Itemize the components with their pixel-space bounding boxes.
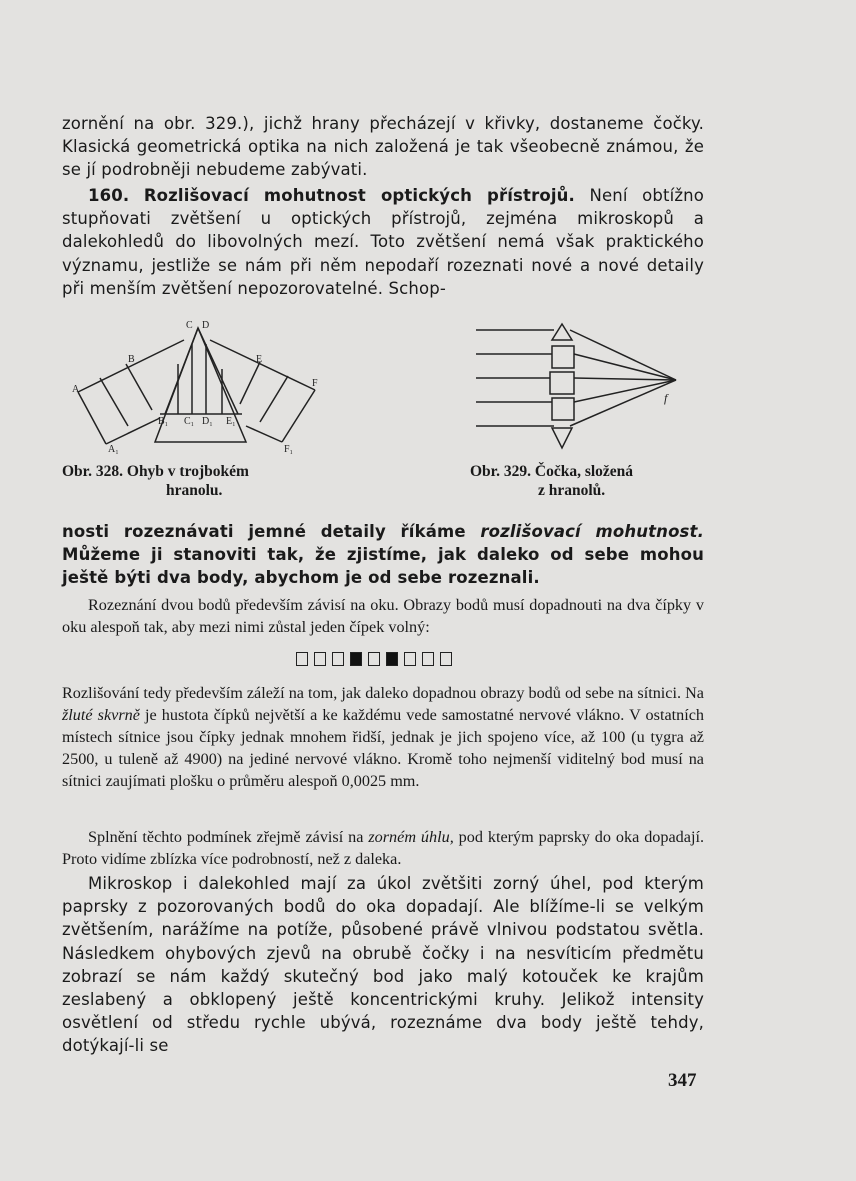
figure-329-caption xyxy=(470,462,633,500)
caption-line: hranolu. xyxy=(166,482,223,499)
wavefront-left xyxy=(78,392,106,444)
prism-inner-line xyxy=(198,328,238,414)
label-f: F xyxy=(312,378,318,389)
cone-free xyxy=(368,652,380,666)
cones-diagram xyxy=(296,652,452,666)
prism-bottom xyxy=(552,428,572,448)
refracted-ray xyxy=(570,330,676,380)
label-c1: C₁ xyxy=(184,416,195,427)
caption-line: z hranolů. xyxy=(538,482,606,499)
last-paragraph: Mikroskop i dalekohled mají za úkol zvětšiti zorný úhel, pod kterým paprsky z pozorovaných bodů do oka dopadají. Ale blížíme-li se velkým zvětšením, narážíme na potíže, působené právě vlnivou podstatou světla. Následkem ohybových zjevů na obrubě čočky i na nesvíticím předmětu zobrazí se nám každý skutečný bod jako malý kotouček ke krajům zeslabený a obklopený ještě koncentrickými kruhy. Jelikož intensity osvětlení od středu rychle ubývá, rozeznáme dva body ještě tehdy, dotýkají-li se xyxy=(62,874,704,1056)
paragraph-text: nosti rozeznávati jemné detaily říkáme xyxy=(62,522,466,541)
wavefront-right xyxy=(282,390,315,442)
cone-free xyxy=(404,652,416,666)
label-c: C xyxy=(186,320,193,331)
paragraph-text: Splnění těchto podmínek zřejmě závisí na xyxy=(88,828,364,846)
page-number: 347 xyxy=(668,1070,697,1091)
cone-free xyxy=(422,652,434,666)
top-paragraph: zornění na obr. 329.), jichž hrany přecházejí v křivky, dostaneme čočky. Klasická geometrická optika na nich založená je tak všeobecně známou, že se jí podrobněji nebudeme zabývati. xyxy=(62,114,704,180)
prism-top xyxy=(552,324,572,340)
figure-329 xyxy=(470,306,720,456)
label-a1: A₁ xyxy=(108,444,119,455)
label-d: D xyxy=(202,320,210,331)
refracted-ray xyxy=(574,354,676,380)
resolving-power-paragraph xyxy=(62,520,704,590)
refracted-ray xyxy=(574,380,676,402)
section-title: Rozlišovací mohutnost optických přístrojů. xyxy=(143,186,575,205)
figure-328-caption xyxy=(62,462,249,500)
small-paragraph-retina xyxy=(62,682,704,792)
term-resolving-power: rozlišovací mohutnost. xyxy=(480,522,704,541)
label-e1: E₁ xyxy=(226,416,236,427)
wavefront-left xyxy=(106,418,160,444)
section-text: Není obtížno stupňovati zvětšení u optických přístrojů, zejména mikroskopů a dalekohledů do libovolných mezí. Toto zvětšení nemá však praktického významu, jestliže se nám při něm nepodaří rozeznati nové a nové detaily při menším zvětšení nepozorovatelné. Schop- xyxy=(62,186,704,298)
label-b1: B₁ xyxy=(158,416,169,427)
small-paragraph-angle xyxy=(62,826,704,870)
term-yellow-spot: žluté skvrně xyxy=(62,706,140,724)
section-160 xyxy=(62,184,704,300)
wavefront-right xyxy=(260,376,288,422)
paragraph-text: Rozlišování tedy především záleží na tom, jak daleko dopadnou obrazy bodů od sebe na sítnici. Na xyxy=(62,684,704,702)
prism-block xyxy=(552,398,574,420)
cone-free xyxy=(314,652,326,666)
label-f1: F₁ xyxy=(284,444,294,455)
paragraph-text: Můžeme ji stanoviti tak, že zjistíme, jak daleko od sebe mohou ještě býti dva body, abychom je od sebe rozeznali. xyxy=(62,545,704,588)
section-number: 160. xyxy=(88,186,130,205)
wavefront-right xyxy=(246,426,282,442)
cone-stimulated xyxy=(350,652,362,666)
wavefront-left xyxy=(78,340,184,392)
cone-free xyxy=(440,652,452,666)
label-a: A xyxy=(72,384,80,395)
refracted-ray xyxy=(570,380,676,426)
paragraph-text: je hustota čípků největší a ke každému vede samostatné nervové vlákno. V ostatních místech sítnice jsou čípky jednak mnohem řidší, jednak je jich spojeno více, až 100 (u tygra až 2500, u tuleně až 4900) na jediné nervové vlákno. Kromě toho nejmenší viditelný bod musí na sítnici zaujímati plošku o průměru alespoň 0,0025 mm. xyxy=(62,706,705,790)
wavefront-left xyxy=(100,378,128,426)
label-e: E xyxy=(256,354,263,365)
prism-block xyxy=(550,372,574,394)
label-d1: D₁ xyxy=(202,416,213,427)
label-b: B xyxy=(128,354,135,365)
prism-block xyxy=(552,346,574,368)
cone-free xyxy=(296,652,308,666)
label-focus-f: f xyxy=(664,391,668,405)
refracted-ray xyxy=(574,378,676,380)
caption-line: Obr. 329. Čočka, složená xyxy=(470,463,634,480)
cone-stimulated xyxy=(386,652,398,666)
paragraph-text: pod kterým paprsky do oka dopadají. Proto vidíme zblízka více podrobností, než z daleka. xyxy=(62,828,704,868)
wavefront-right xyxy=(210,340,315,390)
cone-free xyxy=(332,652,344,666)
caption-line: Obr. 328. Ohyb v trojbokém xyxy=(62,463,249,480)
figure-328 xyxy=(60,314,360,464)
small-paragraph-eye: Rozeznání dvou bodů především závisí na oku. Obrazy bodů musí dopadnouti na dva čípky v oku alespoň tak, aby mezi nimi zůstal jeden čípek volný: xyxy=(62,596,704,636)
wavefront-right xyxy=(240,362,260,404)
wavefront-left xyxy=(126,364,152,410)
term-visual-angle: zorném úhlu, xyxy=(368,828,454,846)
